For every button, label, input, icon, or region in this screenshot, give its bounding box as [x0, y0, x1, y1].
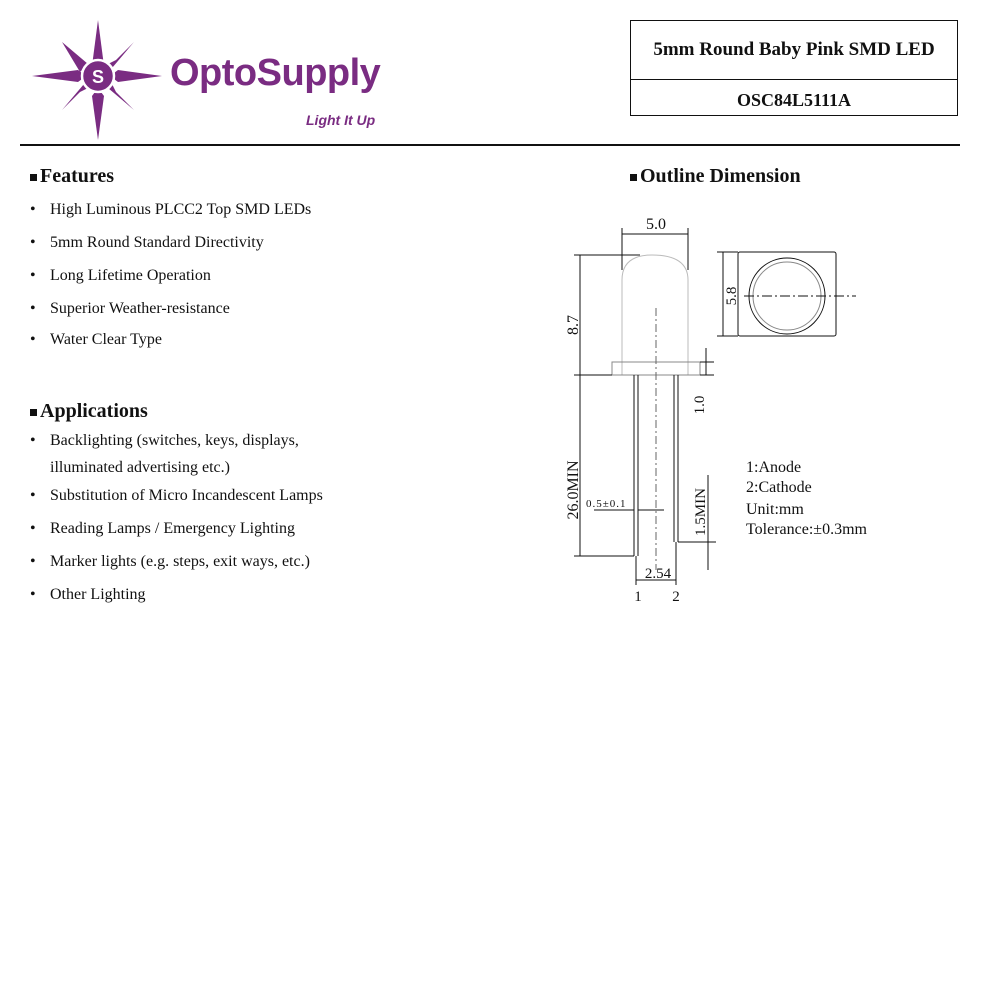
application-item: • Reading Lamps / Emergency Lighting [30, 520, 295, 537]
application-item-continued: illuminated advertising etc.) [50, 459, 230, 476]
dim-flange-label: 5.8 [724, 286, 740, 306]
note-cathode: 2:Cathode [746, 479, 812, 496]
dim-stand-label: 1.5MIN [693, 488, 709, 536]
feature-item: • Superior Weather-resistance [30, 300, 230, 317]
brand-name: OptoSupply [170, 52, 381, 94]
part-number: OSC84L5111A [736, 89, 852, 110]
bullet-square-icon [30, 409, 37, 416]
note-anode: 1:Anode [746, 459, 802, 476]
applications-list [30, 432, 323, 619]
logo-letter: S [91, 67, 105, 87]
product-title: 5mm Round Baby Pink SMD LED [631, 21, 957, 80]
features-list [30, 201, 311, 362]
led-lens [622, 255, 688, 375]
note-unit: Unit:mm [746, 501, 804, 518]
application-item: • Marker lights (e.g. steps, exit ways, etc.) [30, 553, 310, 570]
feature-item: • Long Lifetime Operation [30, 267, 211, 284]
application-item: • Backlighting (switches, keys, displays, [30, 432, 299, 449]
pin-2-label: 2 [672, 589, 680, 605]
applications-heading: Applications [30, 400, 148, 423]
application-item: • Other Lighting [30, 586, 146, 603]
note-tolerance: Tolerance:±0.3mm [746, 521, 867, 538]
feature-item: • Water Clear Type [30, 331, 162, 348]
pin-1-label: 1 [634, 589, 642, 605]
feature-item: • 5mm Round Standard Directivity [30, 234, 264, 251]
dim-height-label: 8.7 [565, 315, 582, 335]
header-divider [20, 144, 960, 146]
outline-drawing [560, 200, 890, 610]
application-item: • Substitution of Micro Incandescent Lamps [30, 487, 323, 504]
feature-item: • High Luminous PLCC2 Top SMD LEDs [30, 201, 312, 218]
bullet-square-icon [630, 174, 637, 181]
title-box [630, 20, 958, 116]
brand-tagline: Light It Up [306, 112, 376, 128]
dim-lead-label: 26.0MIN [565, 460, 582, 520]
outline-heading: Outline Dimension [630, 165, 801, 188]
dim-pitch-label: 2.54 [644, 566, 672, 582]
dim-lead-w-label: 0.5±0.1 [586, 498, 627, 510]
dim-width-label: 5.0 [646, 216, 666, 233]
dim-flange-thk-label: 1.0 [692, 395, 708, 415]
bullet-square-icon [30, 174, 37, 181]
features-heading: Features [30, 165, 114, 188]
